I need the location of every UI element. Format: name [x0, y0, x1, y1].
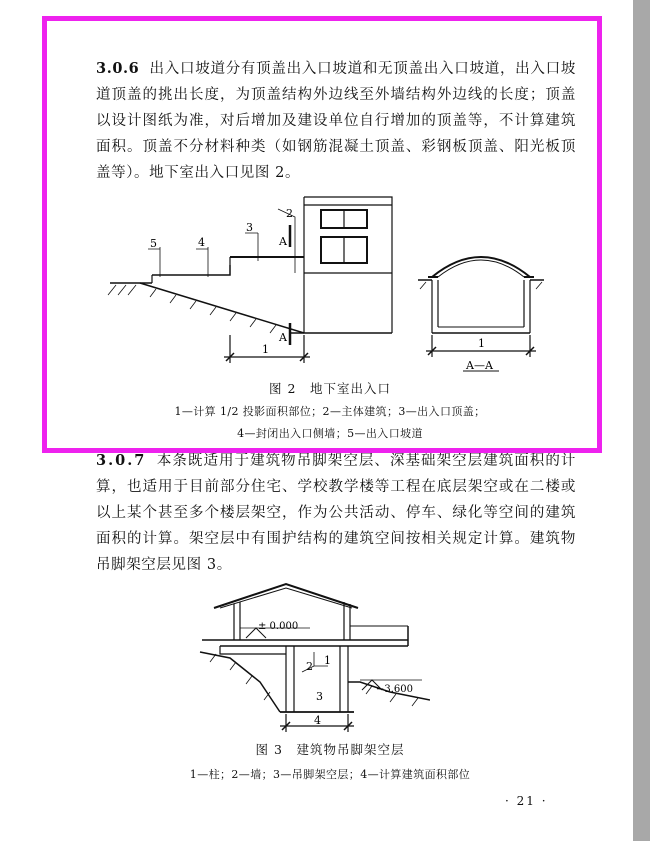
fig3-label-4: 4: [314, 714, 321, 727]
elevation-bottom: −3.600: [376, 684, 414, 695]
page-number: · 21 ·: [505, 794, 548, 808]
label-3: 3: [246, 221, 253, 234]
fig3-label-3: 3: [316, 690, 323, 703]
dim-label-1-left: 1: [262, 343, 269, 356]
section-text: 出入口坡道分有顶盖出入口坡道和无顶盖出入口坡道，出入口坡道顶盖的挑出长度，为顶盖结构外边线至外墙结构外边线的长度；顶盖以设计图纸为准，对后增加及建设单位自行增加的顶盖等，不计算建筑面积。顶盖不分材料种类（如钢筋混凝土顶盖、彩钢板顶盖、阳光板顶盖等）。地下室出入口见图 2。: [96, 61, 576, 181]
fig3-label-2: 2: [306, 660, 313, 673]
section-label: A—A: [466, 359, 493, 372]
label-5: 5: [150, 237, 157, 250]
vertical-scrollbar[interactable]: [633, 0, 650, 841]
figure-3-legend: 1—柱；2—墙；3—吊脚架空层；4—计算建筑面积部位: [189, 768, 471, 781]
fig3-label-1: 1: [324, 654, 331, 667]
dim-label-1-right: 1: [478, 337, 485, 350]
highlight-box: [42, 16, 602, 453]
label-2: 2: [286, 207, 293, 220]
section-3-0-7: [96, 448, 576, 578]
figure-2-legend-line-2: 4—封闭出入口侧墙；5—出入口坡道: [237, 427, 423, 440]
section-text: 本条既适用于建筑物吊脚架空层、深基础架空层建筑面积的计算，也适用于目前部分住宅、学校教学楼等工程在底层架空或在二楼或以上某个甚至多个楼层架空，作为公共活动、停车、绿化等空间的建筑面积的计算。架空层中有围护结构的建筑空间按相关规定计算。建筑物吊脚架空层见图 3。: [96, 453, 576, 573]
label-a-top: A: [279, 235, 287, 248]
section-number: 3.0.7: [96, 452, 147, 469]
label-a-bottom: A: [279, 331, 287, 344]
section-number: 3.0.6: [96, 60, 140, 77]
label-4: 4: [198, 236, 205, 249]
figure-2-legend-line-1: 1—计算 1/2 投影面积部位；2—主体建筑；3—出入口顶盖；: [174, 405, 486, 418]
figure-2-caption: 图 2 地下室出入口: [269, 381, 391, 396]
figure-3-drawing: [190, 582, 430, 742]
figure-3-caption: 图 3 建筑物吊脚架空层: [255, 742, 405, 757]
elevation-top: ± 0.000: [258, 621, 299, 632]
